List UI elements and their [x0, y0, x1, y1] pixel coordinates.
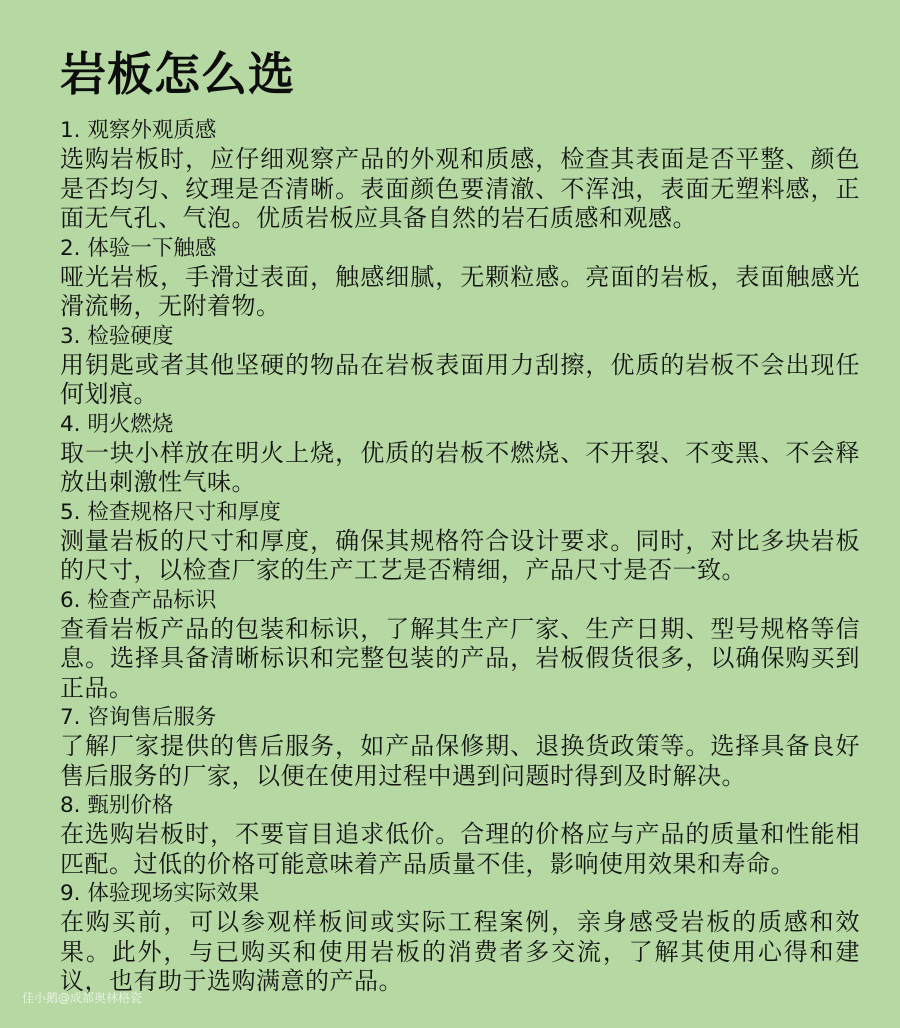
section-8: [60, 791, 860, 879]
page-title: 岩板怎么选: [60, 47, 295, 101]
section-heading: 7. 咨询售后服务: [60, 705, 217, 730]
section-body: 在购买前，可以参观样板间或实际工程案例，亲身感受岩板的质感和效果。此外，与已购买和使用岩板的消费者多交流，了解其使用心得和建议，也有助于选购满意的产品。: [60, 908, 860, 995]
section-heading: 8. 甄别价格: [60, 793, 174, 818]
section-body: 查看岩板产品的包装和标识，了解其生产厂家、生产日期、型号规格等信息。选择具备清晰标识和完整包装的产品，岩板假货很多，以确保购买到正品。: [60, 614, 860, 702]
section-body: 取一块小样放在明火上烧，优质的岩板不燃烧、不开裂、不变黑、不会释放出刺激性气味。: [60, 438, 860, 496]
section-7: [60, 703, 860, 791]
section-3: [60, 322, 860, 410]
section-body: 在选购岩板时，不要盲目追求低价。合理的价格应与产品的质量和性能相匹配。过低的价格可能意味着产品质量不佳，影响使用效果和寿命。: [60, 820, 860, 878]
section-heading: 5. 检查规格尺寸和厚度: [60, 499, 281, 525]
section-body: 用钥匙或者其他坚硬的物品在岩板表面用力刮擦，优质的岩板不会出现任何划痕。: [60, 350, 860, 408]
section-body: 哑光岩板，手滑过表面，触感细腻，无颗粒感。亮面的岩板，表面触感光滑流畅，无附着物。: [60, 262, 860, 320]
section-9: [60, 879, 860, 997]
section-1: [60, 116, 860, 234]
section-heading: 6. 检查产品标识: [60, 587, 217, 613]
section-6: [60, 586, 860, 704]
section-4: [60, 410, 860, 498]
section-body: 了解厂家提供的售后服务，如产品保修期、退换货政策等。选择具备良好售后服务的厂家，以便在使用过程中遇到问题时得到及时解决。: [60, 732, 860, 790]
watermark: 佳小鹅@成都奥林格瓷: [22, 991, 143, 1005]
section-5: [60, 498, 860, 586]
section-body: 选购岩板时，应仔细观察产品的外观和质感，检查其表面是否平整、颜色是否均匀、纹理是否清晰。表面颜色要清澈、不浑浊，表面无塑料感，正面无气孔、气泡。优质岩板应具备自然的岩石质感和观感。: [60, 145, 860, 232]
section-2: [60, 234, 860, 322]
section-heading: 4. 明火燃烧: [60, 411, 174, 437]
section-heading: 3. 检验硬度: [60, 323, 174, 349]
section-heading: 2. 体验一下触感: [60, 235, 217, 261]
section-body: 测量岩板的尺寸和厚度，确保其规格符合设计要求。同时，对比多块岩板的尺寸，以检查厂家的生产工艺是否精细，产品尺寸是否一致。: [60, 526, 860, 584]
section-heading: 1. 观察外观质感: [60, 118, 217, 143]
section-heading: 9. 体验现场实际效果: [60, 881, 260, 906]
